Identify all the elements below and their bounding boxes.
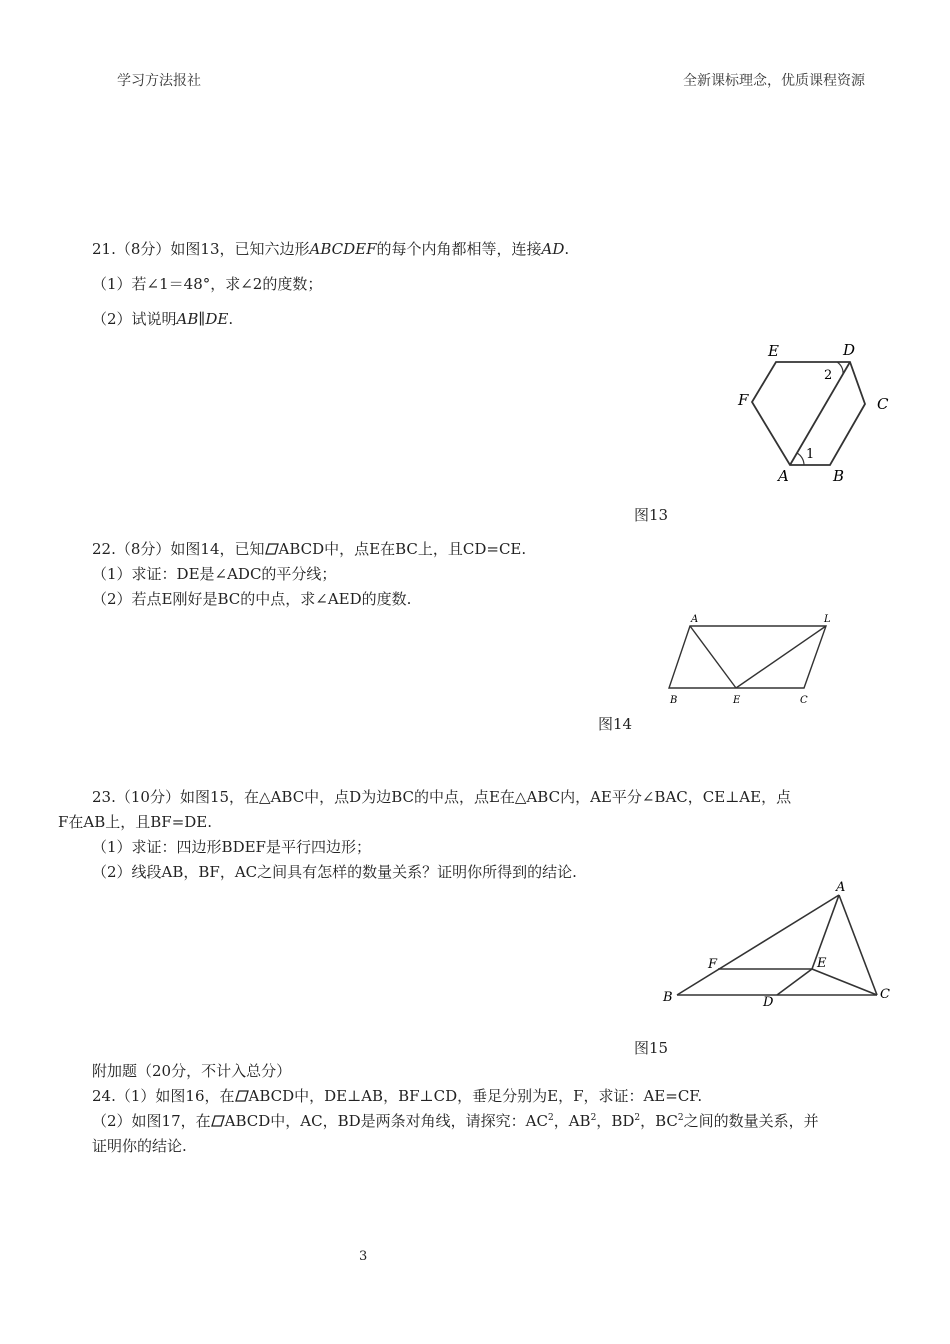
q21-part2-prefix: （2）试说明 (92, 310, 177, 328)
q21-part2-end: . (228, 310, 234, 328)
header-left: 学习方法报社 (117, 73, 201, 89)
segment-de (736, 626, 826, 688)
q24-part2 (92, 1110, 819, 1132)
term-ab: AB (568, 1112, 591, 1130)
angle-2-arc (837, 362, 843, 374)
label-e: E (733, 695, 741, 706)
q22-part2: （2）若点E刚好是BC的中点，求∠AED的度数. (92, 590, 412, 608)
exp-2: 2 (634, 1113, 641, 1123)
q21-part2 (92, 308, 233, 330)
term-ac: AC (525, 1112, 548, 1130)
label-c: C (880, 987, 890, 1002)
exp-2: 2 (677, 1113, 684, 1123)
q24-part2-end: 之间的数量关系，并 (683, 1112, 819, 1130)
q23-part2: （2）线段AB，BF，AC之间具有怎样的数量关系？证明你所得到的结论. (92, 863, 577, 881)
parallelogram-icon (211, 1115, 225, 1127)
parallelogram-icon (265, 543, 279, 555)
separator: ， (640, 1112, 656, 1130)
q22-stem (92, 538, 526, 560)
figure-13-caption: 图13 (634, 506, 669, 524)
segment-ac (839, 895, 877, 995)
label-d: L (824, 614, 831, 625)
q24-part1 (92, 1085, 702, 1107)
exp-2: 2 (590, 1113, 597, 1123)
figure-15-caption: 图15 (634, 1039, 669, 1057)
label-e: E (768, 342, 779, 360)
q21-stem-end: . (564, 240, 570, 258)
q23-part1: （1）求证：四边形BDEF是平行四边形； (92, 838, 371, 856)
q24-part1-suffix: ABCD中，DE⊥AB，BF⊥CD，垂足分别为E，F，求证：AE=CF. (248, 1087, 703, 1105)
q23-line2: F在AB上，且BF=DE. (58, 813, 213, 831)
diagonal-ad (790, 362, 850, 465)
q24-part2-line2: 证明你的结论. (92, 1137, 187, 1155)
parallelogram-icon (235, 1090, 249, 1102)
segment-de (777, 969, 812, 995)
q21-stem-prefix: 21.（8分）如图13，已知六边形 (92, 240, 310, 258)
separator: ， (596, 1112, 612, 1130)
label-c: C (877, 395, 889, 413)
term-bd: BD (611, 1112, 635, 1130)
q22-stem-suffix: ABCD中，点E在BC上，且CD=CE. (278, 540, 527, 558)
angle-1-arc (797, 453, 804, 465)
page-number: 3 (359, 1249, 368, 1264)
q21-part1: （1）若∠1＝48°，求∠2的度数； (92, 275, 323, 293)
label-f: F (708, 957, 718, 972)
label-b: B (833, 467, 845, 485)
separator: ， (553, 1112, 569, 1130)
q24-part2-prefix: （2）如图17，在 (92, 1112, 211, 1130)
figure-15-triangle (660, 878, 895, 1013)
label-a: A (691, 614, 699, 625)
segment-ae (690, 626, 736, 688)
term-bc: BC (655, 1112, 678, 1130)
label-a: A (778, 467, 789, 485)
q24-part1-prefix: 24.（1）如图16，在 (92, 1087, 235, 1105)
label-c: C (800, 695, 808, 706)
q21-hexagon-name: ABCDEF (309, 240, 377, 258)
segment-ab (677, 895, 839, 995)
label-d: D (843, 341, 856, 359)
q21-stem (92, 238, 569, 260)
label-angle-2: 2 (824, 368, 833, 383)
q24-part2-mid: ABCD中，AC，BD是两条对角线，请探究： (224, 1112, 526, 1130)
exp-2: 2 (547, 1113, 554, 1123)
q22-part1: （1）求证：DE是∠ADC的平分线； (92, 565, 337, 583)
parallelogram-abcd (669, 626, 826, 688)
bonus-title: 附加题（20分，不计入总分） (92, 1062, 292, 1080)
q22-stem-prefix: 22.（8分）如图14，已知 (92, 540, 265, 558)
q21-stem-mid: 的每个内角都相等，连接 (376, 240, 542, 258)
label-e: E (817, 956, 827, 971)
label-angle-1: 1 (806, 447, 815, 462)
figure-14-parallelogram (664, 610, 839, 708)
q23-line1: 23.（10分）如图15，在△ABC中，点D为边BC的中点，点E在△ABC内，AE平分∠BAC，CE⊥AE，点 (92, 788, 792, 806)
label-b: B (670, 695, 678, 706)
q21-segment: AD (541, 240, 565, 258)
figure-13-hexagon (730, 335, 900, 490)
label-d: D (763, 995, 774, 1010)
label-f: F (738, 391, 749, 409)
header-right: 全新课标理念，优质课程资源 (683, 73, 865, 89)
q21-part2-math: AB∥DE (176, 310, 229, 328)
label-a: A (836, 880, 846, 895)
segment-ce (812, 969, 877, 995)
label-b: B (663, 990, 673, 1005)
figure-14-caption: 图14 (598, 715, 633, 733)
